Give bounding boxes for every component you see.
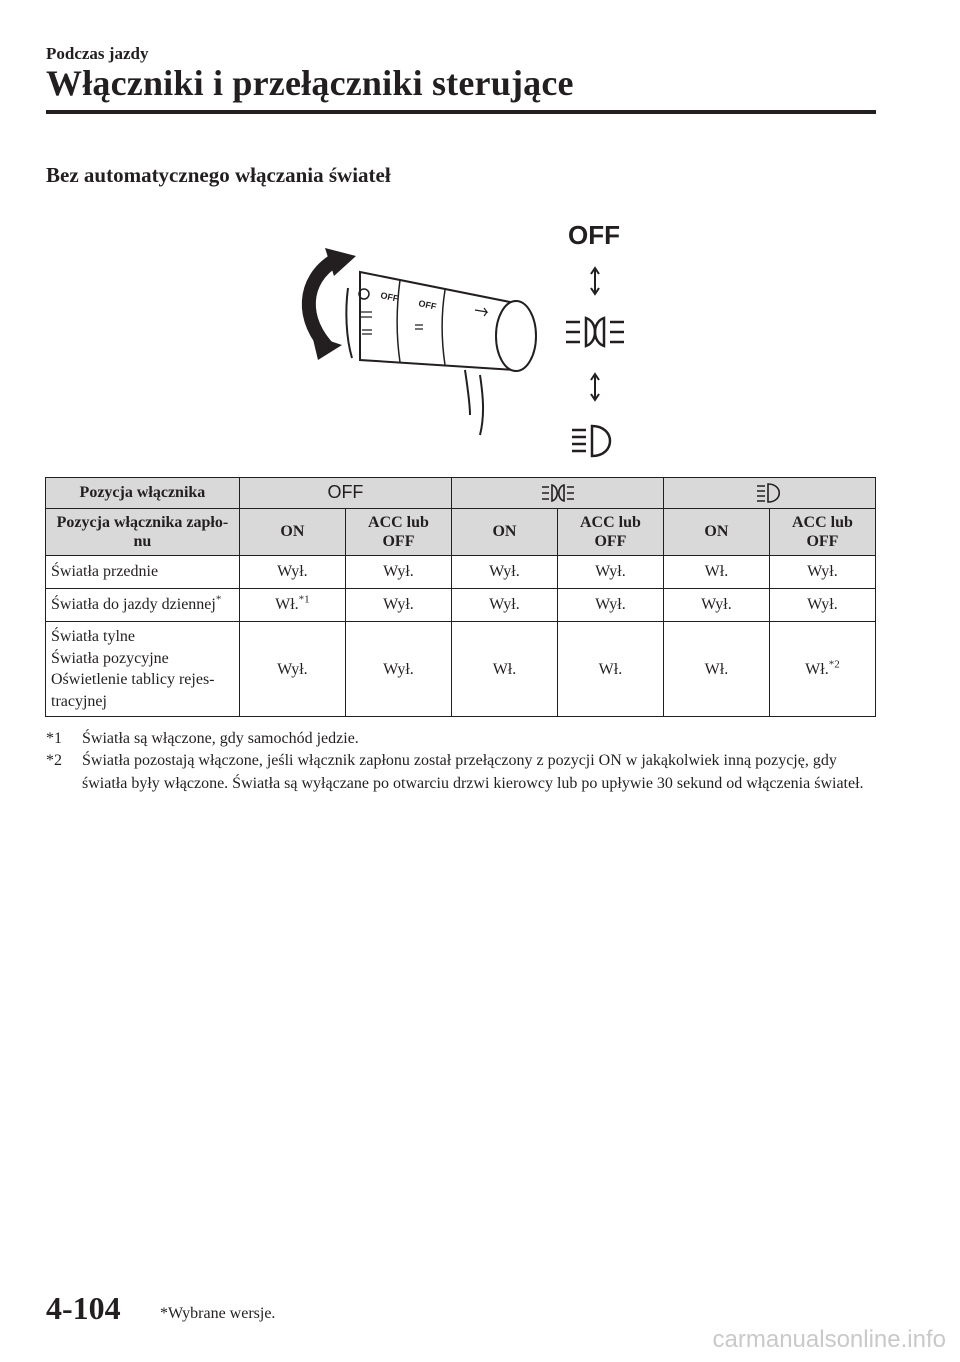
- page-title: Włączniki i przełączniki sterujące: [46, 63, 574, 103]
- headlight-switch-figure: [290, 210, 640, 465]
- cell-text: Wł.: [805, 660, 829, 678]
- row-label-line: Światła tylne: [51, 627, 135, 645]
- table-cell: Wył.: [345, 588, 451, 621]
- row-label-line: tracyjnej: [51, 692, 107, 710]
- table-header-row: [46, 508, 876, 555]
- row-label: Światła przednie: [46, 555, 240, 588]
- table-cell: Wł.: [452, 621, 558, 716]
- table-cell: Wł.: [557, 621, 663, 716]
- lever-off-label-2: OFF: [417, 298, 438, 312]
- lever-off-label-1: OFF: [379, 290, 400, 304]
- position-arrow-icon: [591, 268, 599, 294]
- row-label: [46, 588, 240, 621]
- table-row: [46, 588, 876, 621]
- table-cell: [769, 621, 875, 716]
- parking-light-icon: [566, 318, 624, 346]
- cell-text: Wł.: [275, 596, 299, 614]
- title-rule: [46, 110, 876, 114]
- row-label: [46, 621, 240, 716]
- table-cell: Wył.: [345, 621, 451, 716]
- headlight-icon: [756, 483, 782, 503]
- page-number: 4-104: [46, 1290, 121, 1326]
- table-cell: Wł.: [663, 555, 769, 588]
- ignition-col-header: ACC lub OFF: [557, 508, 663, 555]
- table-cell: Wył.: [345, 555, 451, 588]
- table-cell: Wł.: [663, 621, 769, 716]
- ignition-col-header: ON: [452, 508, 558, 555]
- position-arrow-icon-2: [591, 374, 599, 400]
- table-cell: Wył.: [663, 588, 769, 621]
- table-cell: Wył.: [557, 588, 663, 621]
- footnote: [46, 750, 866, 795]
- watermark: carmanualsonline.info: [712, 1326, 946, 1353]
- table-cell: Wył.: [557, 555, 663, 588]
- cell-sup: *1: [298, 594, 310, 607]
- off-position-label: OFF: [568, 220, 620, 250]
- row-label-sup: *: [215, 594, 222, 607]
- off-column-label: OFF: [327, 482, 364, 502]
- section-label: Podczas jazdy: [46, 44, 149, 63]
- subheading: Bez automatycznego włączania świateł: [46, 163, 391, 187]
- table-cell: Wył.: [769, 588, 875, 621]
- ignition-col-header: ON: [663, 508, 769, 555]
- table-cell: Wył.: [452, 588, 558, 621]
- footnote-mark: *2: [46, 752, 62, 770]
- row-label-text: Światła do jazdy dziennej: [51, 596, 216, 614]
- parking-light-icon: [541, 483, 575, 503]
- ignition-col-header: ON: [239, 508, 345, 555]
- switch-position-header: Pozycja włącznika: [46, 478, 240, 509]
- table-header-row: [46, 478, 876, 509]
- headlight-column-header: [663, 478, 875, 509]
- footnote-text: Światła są włączone, gdy samochód jedzie.: [82, 730, 359, 747]
- headlight-icon: [572, 426, 610, 456]
- footnote-text: Światła pozostają włączone, jeśli włącznik zapłonu został przełączony z pozycji ON w jakąkolwiek inną pozycję, gdy światła były włączone. Światła są wyłączane po otwarciu drzwi kierowcy lub po upływie 30 sekund od włączenia świateł.: [82, 752, 864, 792]
- table-cell: [239, 588, 345, 621]
- table-cell: Wył.: [239, 555, 345, 588]
- footnote: [46, 728, 866, 750]
- ignition-col-header: ACC lub OFF: [769, 508, 875, 555]
- parking-light-column-header: [452, 478, 664, 509]
- ignition-position-header: Pozycja włącznika zapło-nu: [46, 508, 240, 555]
- ignition-col-header: ACC lub OFF: [345, 508, 451, 555]
- page-note: *Wybrane wersje.: [160, 1305, 276, 1322]
- table-row: [46, 555, 876, 588]
- footnote-mark: *1: [46, 730, 62, 747]
- table-cell: Wył.: [452, 555, 558, 588]
- row-label-line: Oświetlenie tablicy rejes-: [51, 671, 215, 689]
- off-column-header: [239, 478, 451, 509]
- lever-body: [346, 272, 536, 435]
- table-cell: Wył.: [239, 621, 345, 716]
- cell-sup: *2: [828, 658, 840, 671]
- light-positions-table: [45, 477, 876, 717]
- footnotes: [46, 728, 866, 795]
- table-cell: Wył.: [769, 555, 875, 588]
- table-row: [46, 621, 876, 716]
- row-label-line: Światła pozycyjne: [51, 649, 169, 667]
